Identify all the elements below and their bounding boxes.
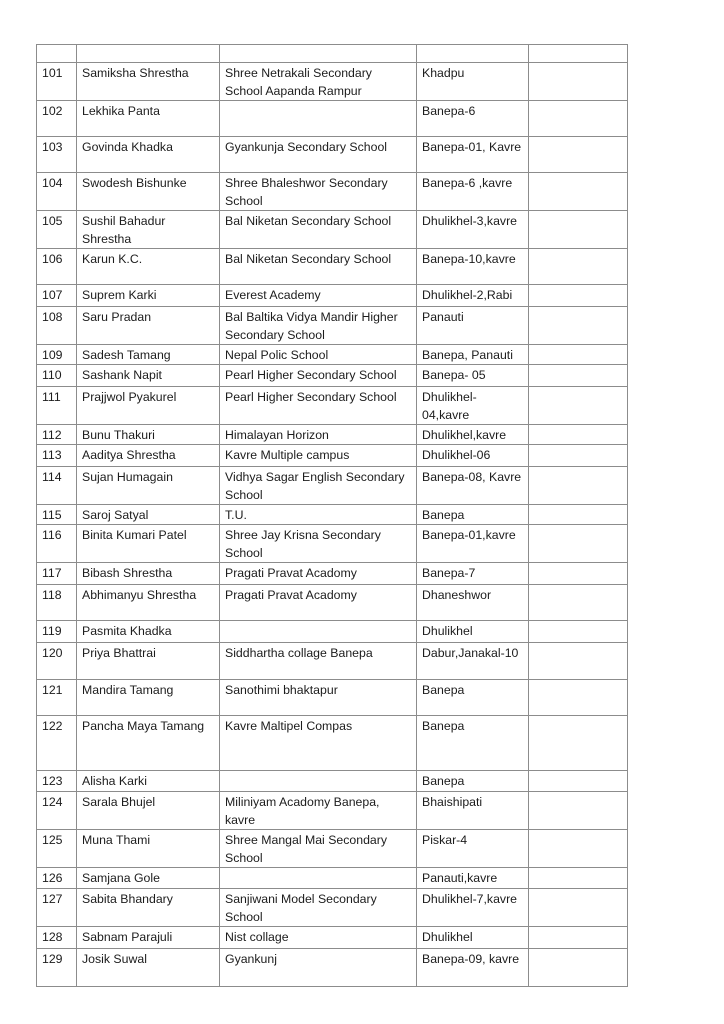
address-cell: Dhulikhel-2,Rabi xyxy=(417,285,529,307)
school-cell: Shree Netrakali Secondary School Aapanda Rampur xyxy=(220,63,417,101)
address-cell: Piskar-4 xyxy=(417,830,529,868)
row-number-cell: 115 xyxy=(37,505,77,525)
name-cell: Bunu Thakuri xyxy=(77,425,220,445)
extra-cell xyxy=(529,387,628,425)
table-row xyxy=(37,680,628,716)
table-row xyxy=(37,387,628,425)
row-number-cell: 123 xyxy=(37,771,77,792)
school-cell: Himalayan Horizon xyxy=(220,425,417,445)
name-cell: Sashank Napit xyxy=(77,365,220,387)
name-cell: Sujan Humagain xyxy=(77,467,220,505)
school-cell xyxy=(220,101,417,137)
extra-cell xyxy=(529,467,628,505)
address-cell: Dhulikhel xyxy=(417,621,529,643)
row-number-cell: 111 xyxy=(37,387,77,425)
table-row xyxy=(37,211,628,249)
address-cell: Dabur,Janakal-10 xyxy=(417,643,529,680)
school-cell: Miliniyam Acadomy Banepa, kavre xyxy=(220,792,417,830)
table-row xyxy=(37,621,628,643)
extra-cell xyxy=(529,621,628,643)
extra-cell xyxy=(529,771,628,792)
school-cell: Shree Mangal Mai Secondary School xyxy=(220,830,417,868)
row-number-cell: 119 xyxy=(37,621,77,643)
row-number-cell: 103 xyxy=(37,137,77,173)
table-row xyxy=(37,889,628,927)
row-number-cell: 128 xyxy=(37,927,77,949)
name-cell: Sushil Bahadur Shrestha xyxy=(77,211,220,249)
address-cell: Dhulikhel,kavre xyxy=(417,425,529,445)
row-number-cell: 129 xyxy=(37,949,77,987)
address-cell: Banepa-10,kavre xyxy=(417,249,529,285)
address-cell: Banepa- 05 xyxy=(417,365,529,387)
school-cell xyxy=(220,771,417,792)
table-row xyxy=(37,445,628,467)
name-cell: Pancha Maya Tamang xyxy=(77,716,220,771)
row-number-cell: 127 xyxy=(37,889,77,927)
address-cell: Banepa-01,kavre xyxy=(417,525,529,563)
extra-cell xyxy=(529,173,628,211)
name-cell: Swodesh Bishunke xyxy=(77,173,220,211)
name-cell: Prajjwol Pyakurel xyxy=(77,387,220,425)
school-cell: Pragati Pravat Acadomy xyxy=(220,563,417,585)
address-cell: Khadpu xyxy=(417,63,529,101)
school-cell: Pearl Higher Secondary School xyxy=(220,387,417,425)
address-cell: Banepa-01, Kavre xyxy=(417,137,529,173)
extra-cell xyxy=(529,307,628,345)
table-row xyxy=(37,716,628,771)
header-cell-address xyxy=(417,45,529,63)
table-row xyxy=(37,771,628,792)
name-cell: Pasmita Khadka xyxy=(77,621,220,643)
extra-cell xyxy=(529,680,628,716)
extra-cell xyxy=(529,211,628,249)
name-cell: Priya Bhattrai xyxy=(77,643,220,680)
extra-cell xyxy=(529,927,628,949)
row-number-cell: 112 xyxy=(37,425,77,445)
school-cell: Nist collage xyxy=(220,927,417,949)
name-cell: Aaditya Shrestha xyxy=(77,445,220,467)
table-row xyxy=(37,63,628,101)
extra-cell xyxy=(529,63,628,101)
table-row xyxy=(37,173,628,211)
table-body xyxy=(37,45,628,987)
row-number-cell: 105 xyxy=(37,211,77,249)
row-number-cell: 101 xyxy=(37,63,77,101)
table-row xyxy=(37,137,628,173)
name-cell: Saroj Satyal xyxy=(77,505,220,525)
school-cell: Everest Academy xyxy=(220,285,417,307)
address-cell: Dhulikhel-04,kavre xyxy=(417,387,529,425)
table-row xyxy=(37,563,628,585)
extra-cell xyxy=(529,365,628,387)
address-cell: Panauti xyxy=(417,307,529,345)
school-cell: Pearl Higher Secondary School xyxy=(220,365,417,387)
header-row xyxy=(37,45,628,63)
extra-cell xyxy=(529,830,628,868)
row-number-cell: 118 xyxy=(37,585,77,621)
header-cell-no xyxy=(37,45,77,63)
address-cell: Banepa-09, kavre xyxy=(417,949,529,987)
extra-cell xyxy=(529,137,628,173)
address-cell: Banepa, Panauti xyxy=(417,345,529,365)
header-cell-name xyxy=(77,45,220,63)
extra-cell xyxy=(529,101,628,137)
table-row xyxy=(37,467,628,505)
extra-cell xyxy=(529,716,628,771)
address-cell: Banepa xyxy=(417,771,529,792)
school-cell: Shree Bhaleshwor Secondary School xyxy=(220,173,417,211)
name-cell: Govinda Khadka xyxy=(77,137,220,173)
table-row xyxy=(37,101,628,137)
school-cell: Siddhartha collage Banepa xyxy=(220,643,417,680)
header-cell-extra xyxy=(529,45,628,63)
header-cell-school xyxy=(220,45,417,63)
row-number-cell: 110 xyxy=(37,365,77,387)
table-row xyxy=(37,792,628,830)
school-cell xyxy=(220,868,417,889)
school-cell: Bal Niketan Secondary School xyxy=(220,249,417,285)
name-cell: Muna Thami xyxy=(77,830,220,868)
table-row xyxy=(37,365,628,387)
school-cell: Gyankunja Secondary School xyxy=(220,137,417,173)
table-row xyxy=(37,868,628,889)
row-number-cell: 124 xyxy=(37,792,77,830)
table-row xyxy=(37,830,628,868)
table-row xyxy=(37,927,628,949)
row-number-cell: 107 xyxy=(37,285,77,307)
school-cell: Nepal Polic School xyxy=(220,345,417,365)
row-number-cell: 125 xyxy=(37,830,77,868)
table-row xyxy=(37,345,628,365)
table-row xyxy=(37,285,628,307)
name-cell: Abhimanyu Shrestha xyxy=(77,585,220,621)
name-cell: Mandira Tamang xyxy=(77,680,220,716)
table-row xyxy=(37,643,628,680)
name-cell: Samjana Gole xyxy=(77,868,220,889)
row-number-cell: 114 xyxy=(37,467,77,505)
address-cell: Banepa-08, Kavre xyxy=(417,467,529,505)
address-cell: Bhaishipati xyxy=(417,792,529,830)
name-cell: Saru Pradan xyxy=(77,307,220,345)
address-cell: Panauti,kavre xyxy=(417,868,529,889)
extra-cell xyxy=(529,868,628,889)
school-cell: Pragati Pravat Acadomy xyxy=(220,585,417,621)
address-cell: Dhulikhel-06 xyxy=(417,445,529,467)
extra-cell xyxy=(529,525,628,563)
student-table xyxy=(36,44,628,987)
row-number-cell: 104 xyxy=(37,173,77,211)
row-number-cell: 117 xyxy=(37,563,77,585)
school-cell: Sanjiwani Model Secondary School xyxy=(220,889,417,927)
extra-cell xyxy=(529,949,628,987)
name-cell: Lekhika Panta xyxy=(77,101,220,137)
address-cell: Dhulikhel xyxy=(417,927,529,949)
school-cell: Bal Baltika Vidya Mandir Higher Secondary School xyxy=(220,307,417,345)
address-cell: Dhulikhel-7,kavre xyxy=(417,889,529,927)
school-cell: Kavre Maltipel Compas xyxy=(220,716,417,771)
address-cell: Banepa xyxy=(417,716,529,771)
row-number-cell: 126 xyxy=(37,868,77,889)
name-cell: Sadesh Tamang xyxy=(77,345,220,365)
row-number-cell: 121 xyxy=(37,680,77,716)
school-cell: Bal Niketan Secondary School xyxy=(220,211,417,249)
row-number-cell: 116 xyxy=(37,525,77,563)
table-row xyxy=(37,425,628,445)
school-cell: Vidhya Sagar English Secondary School xyxy=(220,467,417,505)
school-cell: Sanothimi bhaktapur xyxy=(220,680,417,716)
table-row xyxy=(37,585,628,621)
name-cell: Suprem Karki xyxy=(77,285,220,307)
address-cell: Dhaneshwor xyxy=(417,585,529,621)
school-cell: Shree Jay Krisna Secondary School xyxy=(220,525,417,563)
school-cell: Kavre Multiple campus xyxy=(220,445,417,467)
table-row xyxy=(37,249,628,285)
name-cell: Josik Suwal xyxy=(77,949,220,987)
table-row xyxy=(37,949,628,987)
row-number-cell: 120 xyxy=(37,643,77,680)
name-cell: Sarala Bhujel xyxy=(77,792,220,830)
row-number-cell: 106 xyxy=(37,249,77,285)
row-number-cell: 108 xyxy=(37,307,77,345)
row-number-cell: 102 xyxy=(37,101,77,137)
name-cell: Alisha Karki xyxy=(77,771,220,792)
address-cell: Banepa xyxy=(417,680,529,716)
address-cell: Banepa-6 ,kavre xyxy=(417,173,529,211)
extra-cell xyxy=(529,792,628,830)
extra-cell xyxy=(529,585,628,621)
row-number-cell: 109 xyxy=(37,345,77,365)
address-cell: Banepa-7 xyxy=(417,563,529,585)
name-cell: Samiksha Shrestha xyxy=(77,63,220,101)
school-cell: Gyankunj xyxy=(220,949,417,987)
extra-cell xyxy=(529,249,628,285)
extra-cell xyxy=(529,563,628,585)
extra-cell xyxy=(529,425,628,445)
extra-cell xyxy=(529,345,628,365)
address-cell: Banepa-6 xyxy=(417,101,529,137)
table-row xyxy=(37,505,628,525)
name-cell: Sabita Bhandary xyxy=(77,889,220,927)
school-cell xyxy=(220,621,417,643)
school-cell: T.U. xyxy=(220,505,417,525)
extra-cell xyxy=(529,445,628,467)
extra-cell xyxy=(529,285,628,307)
address-cell: Dhulikhel-3,kavre xyxy=(417,211,529,249)
extra-cell xyxy=(529,889,628,927)
table-row xyxy=(37,307,628,345)
name-cell: Binita Kumari Patel xyxy=(77,525,220,563)
name-cell: Karun K.C. xyxy=(77,249,220,285)
address-cell: Banepa xyxy=(417,505,529,525)
extra-cell xyxy=(529,643,628,680)
row-number-cell: 113 xyxy=(37,445,77,467)
name-cell: Bibash Shrestha xyxy=(77,563,220,585)
name-cell: Sabnam Parajuli xyxy=(77,927,220,949)
extra-cell xyxy=(529,505,628,525)
row-number-cell: 122 xyxy=(37,716,77,771)
table-row xyxy=(37,525,628,563)
